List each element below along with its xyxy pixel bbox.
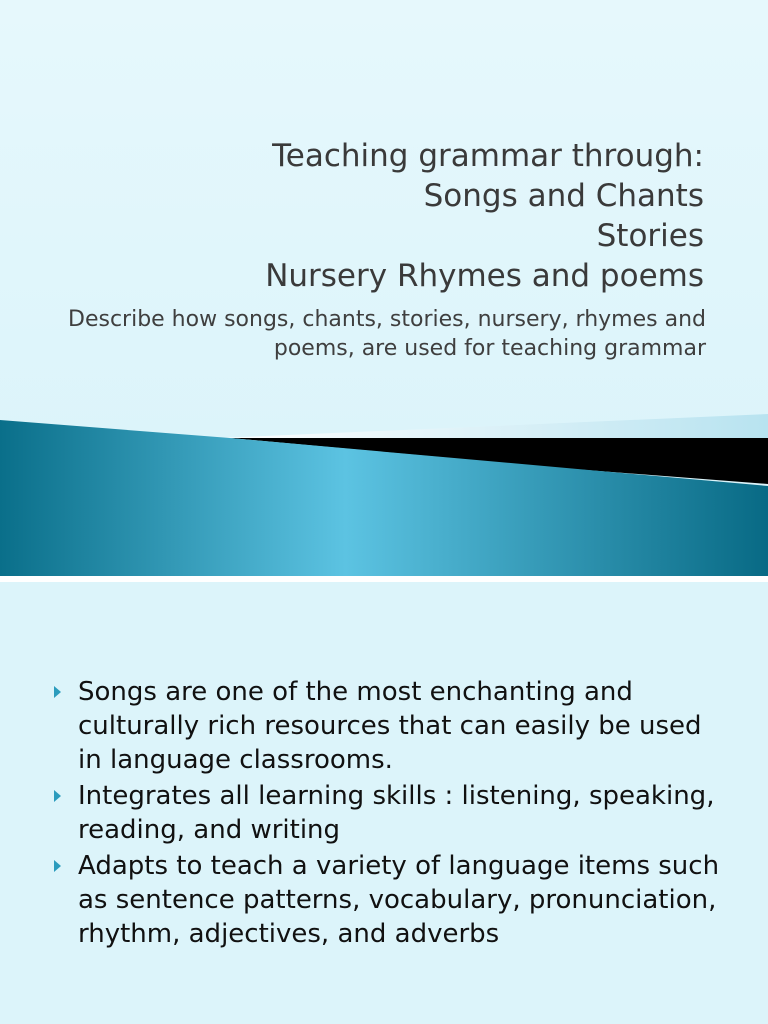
title-line: Nursery Rhymes and poems — [265, 258, 704, 294]
list-item — [50, 675, 730, 777]
pale-band-stripe — [220, 414, 768, 440]
content-slide — [0, 582, 768, 1024]
title-line: Stories — [596, 218, 704, 254]
triangle-right-icon — [54, 686, 61, 698]
title-line: Teaching grammar through: — [272, 138, 704, 174]
bullet-text: Integrates all learning skills : listening, speaking, reading, and writing — [78, 781, 715, 845]
decorative-wave-band — [0, 410, 768, 576]
slide-title — [265, 136, 704, 296]
bullet-text: Songs are one of the most enchanting and culturally rich resources that can easily be used in language classrooms. — [78, 677, 702, 775]
triangle-right-icon — [54, 860, 61, 872]
slide-subtitle: Describe how songs, chants, stories, nursery, rhymes and poems, are used for teaching grammar — [68, 307, 706, 361]
list-item — [50, 779, 730, 847]
bullet-text: Adapts to teach a variety of language items such as sentence patterns, vocabulary, pronunciation, rhythm, adjectives, and adverbs — [78, 851, 720, 949]
list-item — [50, 849, 730, 951]
title-line: Songs and Chants — [423, 178, 704, 214]
triangle-right-icon — [54, 790, 61, 802]
bullet-list — [50, 675, 730, 953]
